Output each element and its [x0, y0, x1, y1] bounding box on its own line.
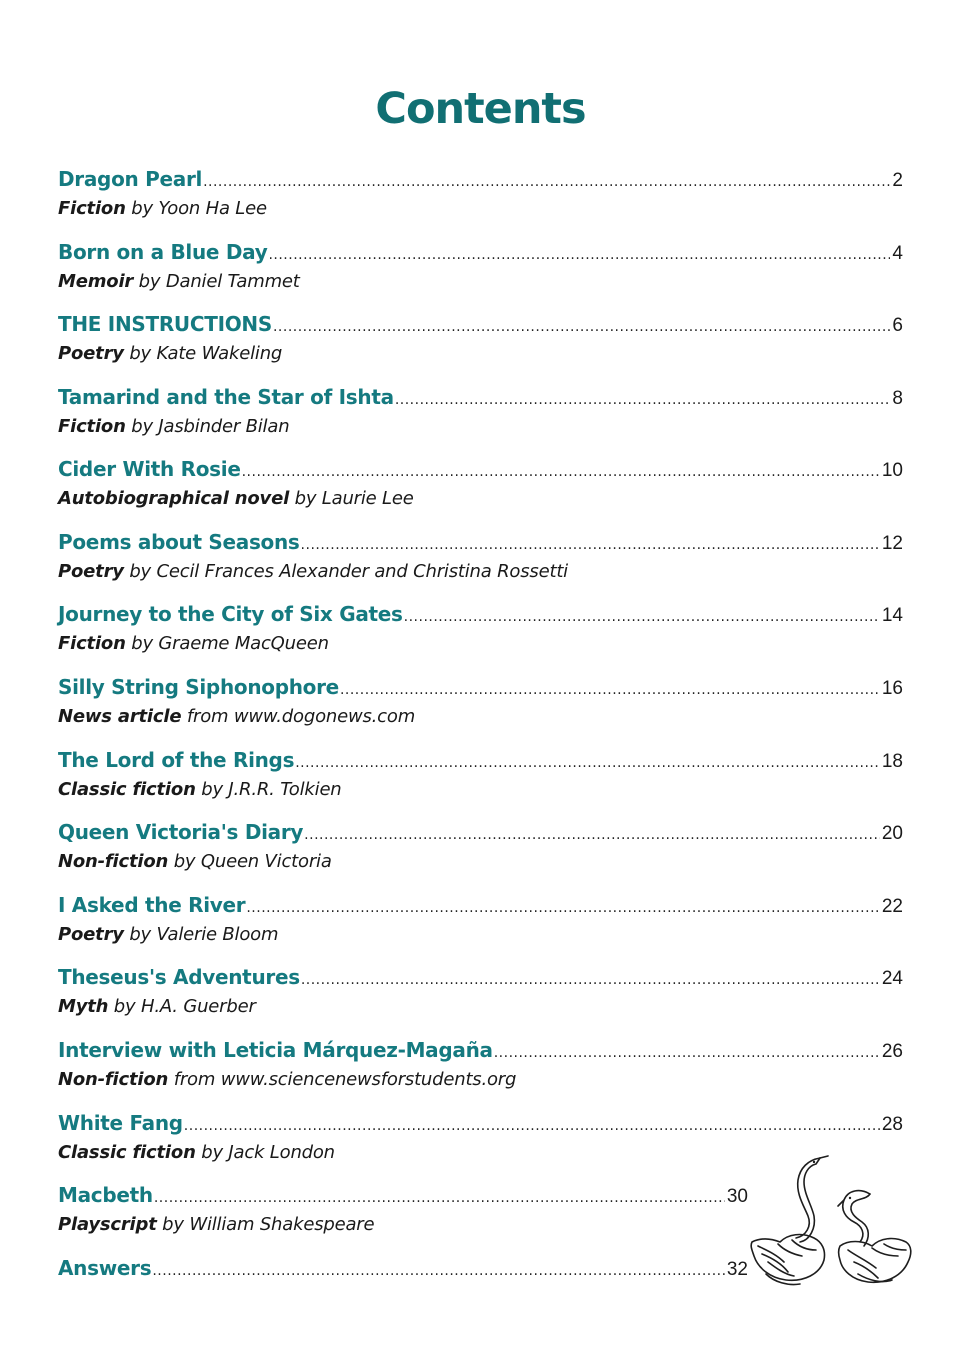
entry-subtitle	[58, 703, 903, 731]
swans-illustration-icon	[748, 1150, 916, 1290]
entry-title[interactable]: Macbeth	[58, 1183, 153, 1207]
entry-genre: News article	[58, 706, 182, 727]
entry-genre: Poetry	[58, 924, 124, 945]
toc-entry[interactable]	[58, 820, 903, 876]
page-title: Contents	[375, 84, 586, 134]
entry-credit: from www.dogonews.com	[186, 706, 416, 727]
entry-credit: by Laurie Lee	[294, 488, 414, 509]
entry-credit: by Jack London	[201, 1142, 335, 1163]
dot-leader	[246, 900, 880, 916]
toc-entry[interactable]	[58, 385, 903, 441]
entry-title[interactable]: Tamarind and the Star of Ishta	[58, 385, 394, 409]
entry-subtitle	[58, 1066, 903, 1094]
toc-entry[interactable]	[58, 457, 903, 513]
dot-leader	[304, 827, 880, 843]
entry-title[interactable]: Born on a Blue Day	[58, 240, 268, 264]
page-number: 2	[892, 170, 903, 191]
page-number: 26	[881, 1041, 903, 1062]
toc-entry[interactable]	[58, 530, 903, 586]
dot-leader	[154, 1190, 725, 1206]
toc-entry-line	[58, 820, 903, 848]
entry-subtitle	[58, 848, 903, 876]
entry-title[interactable]: Interview with Leticia Márquez-Magaña	[58, 1038, 493, 1062]
entry-credit: by Graeme MacQueen	[131, 633, 329, 654]
entry-subtitle	[58, 921, 903, 949]
page-number: 22	[881, 896, 903, 917]
toc-entry[interactable]	[58, 602, 903, 658]
entry-title[interactable]: Queen Victoria's Diary	[58, 820, 304, 844]
entry-credit: by H.A. Guerber	[113, 996, 256, 1017]
toc-entry-line	[58, 893, 903, 921]
toc-entry-line	[58, 1256, 748, 1284]
toc-entry[interactable]	[58, 1183, 748, 1239]
entry-title[interactable]: I Asked the River	[58, 893, 246, 917]
toc-entry[interactable]	[58, 965, 903, 1021]
entry-credit: by Valerie Bloom	[129, 924, 279, 945]
dot-leader	[268, 247, 890, 263]
toc-entry-line	[58, 748, 903, 776]
entry-subtitle	[58, 630, 903, 658]
dot-leader	[184, 1118, 880, 1134]
page-number: 10	[881, 460, 903, 481]
toc-entry-line	[58, 602, 903, 630]
dot-leader	[395, 392, 891, 408]
entry-title[interactable]: Poems about Seasons	[58, 530, 300, 554]
toc-entry-line	[58, 312, 903, 340]
entry-title[interactable]: White Fang	[58, 1111, 183, 1135]
toc-entry[interactable]	[58, 167, 903, 223]
toc-entry[interactable]	[58, 1038, 903, 1094]
entry-subtitle	[58, 993, 903, 1021]
entry-credit: by Yoon Ha Lee	[131, 198, 267, 219]
entry-credit: by Kate Wakeling	[129, 343, 283, 364]
entry-title[interactable]: Journey to the City of Six Gates	[58, 602, 403, 626]
entry-credit: by William Shakespeare	[162, 1214, 375, 1235]
page-number: 18	[881, 751, 903, 772]
dot-leader	[295, 755, 880, 771]
entry-credit: by Jasbinder Bilan	[131, 416, 290, 437]
toc-entry[interactable]	[58, 312, 903, 368]
entry-genre: Poetry	[58, 561, 124, 582]
entry-title[interactable]: THE INSTRUCTIONS	[58, 312, 272, 336]
entry-title[interactable]: Theseus's Adventures	[58, 965, 300, 989]
entry-genre: Fiction	[58, 198, 126, 219]
toc-entry-line	[58, 530, 903, 558]
entry-genre: Autobiographical novel	[58, 488, 290, 509]
dot-leader	[340, 682, 880, 698]
dot-leader	[242, 464, 880, 480]
entry-subtitle	[58, 340, 903, 368]
page-number: 20	[881, 823, 903, 844]
entry-subtitle	[58, 558, 903, 586]
toc-entry-line	[58, 1038, 903, 1066]
entry-subtitle	[58, 413, 903, 441]
toc-entry[interactable]	[58, 675, 903, 731]
dot-leader	[301, 537, 880, 553]
entry-credit: from www.sciencenewsforstudents.org	[173, 1069, 517, 1090]
toc-entry[interactable]	[58, 1256, 748, 1284]
page-number: 14	[881, 605, 903, 626]
dot-leader	[404, 609, 880, 625]
entry-genre: Fiction	[58, 416, 126, 437]
page-number: 30	[726, 1186, 748, 1207]
entry-credit: by Cecil Frances Alexander and Christina Rossetti	[129, 561, 568, 582]
entry-subtitle	[58, 1211, 748, 1239]
toc-entry-line	[58, 240, 903, 268]
toc-entry-line	[58, 167, 903, 195]
entry-genre: Poetry	[58, 343, 124, 364]
page-number: 28	[881, 1114, 903, 1135]
entry-genre: Non-fiction	[58, 851, 169, 872]
entry-subtitle	[58, 485, 903, 513]
page-number: 8	[892, 388, 903, 409]
entry-title[interactable]: Cider With Rosie	[58, 457, 241, 481]
dot-leader	[301, 972, 880, 988]
entry-title[interactable]: Answers	[58, 1256, 152, 1280]
entry-genre: Classic fiction	[58, 779, 196, 800]
page-number: 4	[892, 243, 903, 264]
toc-entry[interactable]	[58, 240, 903, 296]
entry-credit: by Queen Victoria	[173, 851, 332, 872]
page-number: 12	[881, 533, 903, 554]
page-number: 6	[892, 315, 903, 336]
entry-subtitle	[58, 776, 903, 804]
entry-title[interactable]: Dragon Pearl	[58, 167, 203, 191]
entry-genre: Playscript	[58, 1214, 157, 1235]
toc-entry-line	[58, 385, 903, 413]
toc-entry-line	[58, 1183, 748, 1211]
toc-entry-line	[58, 675, 903, 703]
dot-leader	[494, 1045, 880, 1061]
page-number: 16	[881, 678, 903, 699]
toc-entry[interactable]	[58, 893, 903, 949]
entry-subtitle	[58, 268, 903, 296]
dot-leader	[152, 1263, 725, 1279]
dot-leader	[273, 319, 890, 335]
toc-entry[interactable]	[58, 748, 903, 804]
entry-genre: Non-fiction	[58, 1069, 169, 1090]
entry-genre: Fiction	[58, 633, 126, 654]
page-number: 24	[881, 968, 903, 989]
entry-credit: by J.R.R. Tolkien	[201, 779, 342, 800]
entry-title[interactable]: The Lord of the Rings	[58, 748, 295, 772]
dot-leader	[203, 174, 890, 190]
entry-genre: Myth	[58, 996, 109, 1017]
toc-entry-line	[58, 457, 903, 485]
entry-credit: by Daniel Tammet	[138, 271, 300, 292]
entry-title[interactable]: Silly String Siphonophore	[58, 675, 339, 699]
page-number: 32	[726, 1259, 748, 1280]
entry-genre: Classic fiction	[58, 1142, 196, 1163]
toc-entry-line	[58, 1111, 903, 1139]
toc-entry-line	[58, 965, 903, 993]
entry-subtitle	[58, 195, 903, 223]
entry-genre: Memoir	[58, 271, 134, 292]
